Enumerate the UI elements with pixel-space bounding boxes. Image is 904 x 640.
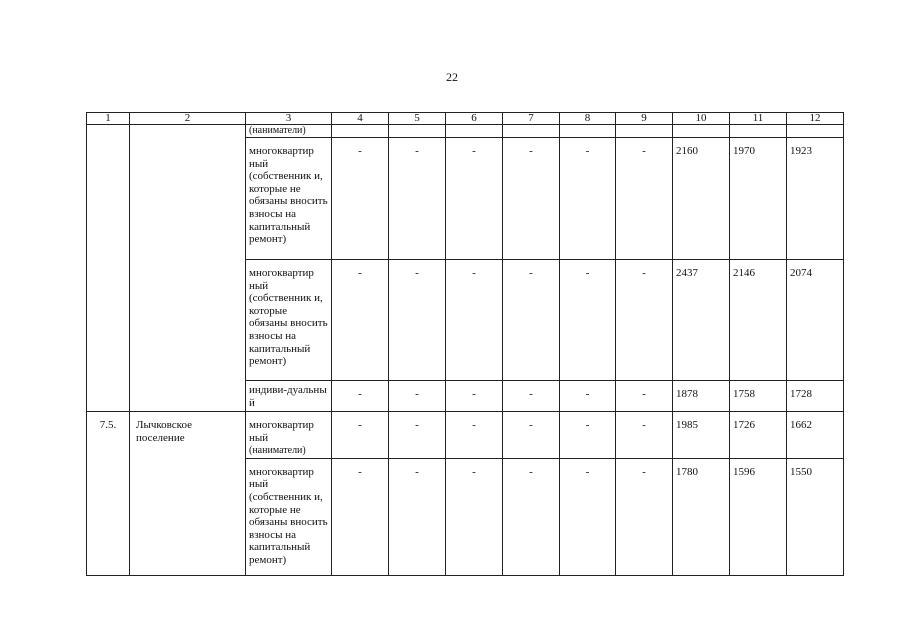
cell-col-12: 1728 xyxy=(787,381,844,412)
cell-col-5: - xyxy=(389,381,446,412)
header-col-4: 4 xyxy=(332,113,389,125)
cell-settlement xyxy=(130,125,246,412)
cell-col-4: - xyxy=(332,381,389,412)
cell-type: многоквартир ный (собственник и, которые не обязаны вносить взносы на капитальный ремонт) xyxy=(246,138,332,260)
cell-col-9: - xyxy=(616,381,673,412)
cell-col-4: - xyxy=(332,260,389,381)
cell-col-5: - xyxy=(389,260,446,381)
cell-col-6: - xyxy=(446,458,503,575)
cell-col-7: - xyxy=(503,412,560,459)
cell-col-4: - xyxy=(332,458,389,575)
cell-empty xyxy=(673,125,730,138)
cell-col-8: - xyxy=(560,458,616,575)
table-row-continuation xyxy=(87,125,844,138)
cell-num xyxy=(87,125,130,412)
cell-empty xyxy=(560,125,616,138)
cell-col-8: - xyxy=(560,412,616,459)
cell-empty xyxy=(503,125,560,138)
cell-empty xyxy=(389,125,446,138)
header-col-10: 10 xyxy=(673,113,730,125)
cell-col-7: - xyxy=(503,138,560,260)
cell-col-5: - xyxy=(389,138,446,260)
header-col-3: 3 xyxy=(246,113,332,125)
cell-col-9: - xyxy=(616,412,673,459)
cell-col-10: 2437 xyxy=(673,260,730,381)
header-row xyxy=(87,113,844,125)
cell-col-10: 1878 xyxy=(673,381,730,412)
cell-col-12: 2074 xyxy=(787,260,844,381)
cell-type-main: многоквартир ный xyxy=(249,419,314,444)
cell-col-10: 2160 xyxy=(673,138,730,260)
header-col-6: 6 xyxy=(446,113,503,125)
cell-settlement: Лычковское поселение xyxy=(130,412,246,576)
cell-type: многоквартир ный (собственник и, которые не обязаны вносить взносы на капитальный ремонт) xyxy=(246,458,332,575)
cell-col-12: 1662 xyxy=(787,412,844,459)
cell-type: индиви-дуальный xyxy=(246,381,332,412)
cell-col-12: 1923 xyxy=(787,138,844,260)
tariff-table xyxy=(86,112,844,576)
cell-col-7: - xyxy=(503,381,560,412)
cell-col-4: - xyxy=(332,412,389,459)
header-col-7: 7 xyxy=(503,113,560,125)
cell-empty xyxy=(787,125,844,138)
cell-type: многоквартир ный (собственник и, которые обязаны вносить взносы на капитальный ремонт) xyxy=(246,260,332,381)
cell-col-9: - xyxy=(616,260,673,381)
header-col-5: 5 xyxy=(389,113,446,125)
cell-col-11: 1970 xyxy=(730,138,787,260)
page-number: 22 xyxy=(446,70,458,84)
header-col-11: 11 xyxy=(730,113,787,125)
cell-col-8: - xyxy=(560,260,616,381)
table-row xyxy=(87,412,844,459)
cell-col-10: 1780 xyxy=(673,458,730,575)
header-col-1: 1 xyxy=(87,113,130,125)
cell-col-10: 1985 xyxy=(673,412,730,459)
cell-col-6: - xyxy=(446,381,503,412)
header-col-8: 8 xyxy=(560,113,616,125)
cell-empty xyxy=(616,125,673,138)
header-col-2: 2 xyxy=(130,113,246,125)
header-col-9: 9 xyxy=(616,113,673,125)
cell-type xyxy=(246,412,332,459)
cell-col-6: - xyxy=(446,138,503,260)
cell-col-5: - xyxy=(389,458,446,575)
cell-col-9: - xyxy=(616,458,673,575)
cell-col-11: 1596 xyxy=(730,458,787,575)
cell-col-8: - xyxy=(560,138,616,260)
cell-col-6: - xyxy=(446,412,503,459)
cell-col-7: - xyxy=(503,458,560,575)
cell-empty xyxy=(446,125,503,138)
header-col-12: 12 xyxy=(787,113,844,125)
cell-col-6: - xyxy=(446,260,503,381)
cell-empty xyxy=(730,125,787,138)
cell-num: 7.5. xyxy=(87,412,130,576)
cell-col-11: 1758 xyxy=(730,381,787,412)
cell-col-12: 1550 xyxy=(787,458,844,575)
cell-type: (наниматели) xyxy=(246,125,332,138)
cell-col-11: 2146 xyxy=(730,260,787,381)
cell-col-9: - xyxy=(616,138,673,260)
cell-col-8: - xyxy=(560,381,616,412)
cell-col-11: 1726 xyxy=(730,412,787,459)
cell-col-5: - xyxy=(389,412,446,459)
cell-type-note: (наниматели) xyxy=(249,445,306,457)
cell-col-7: - xyxy=(503,260,560,381)
cell-empty xyxy=(332,125,389,138)
cell-col-4: - xyxy=(332,138,389,260)
